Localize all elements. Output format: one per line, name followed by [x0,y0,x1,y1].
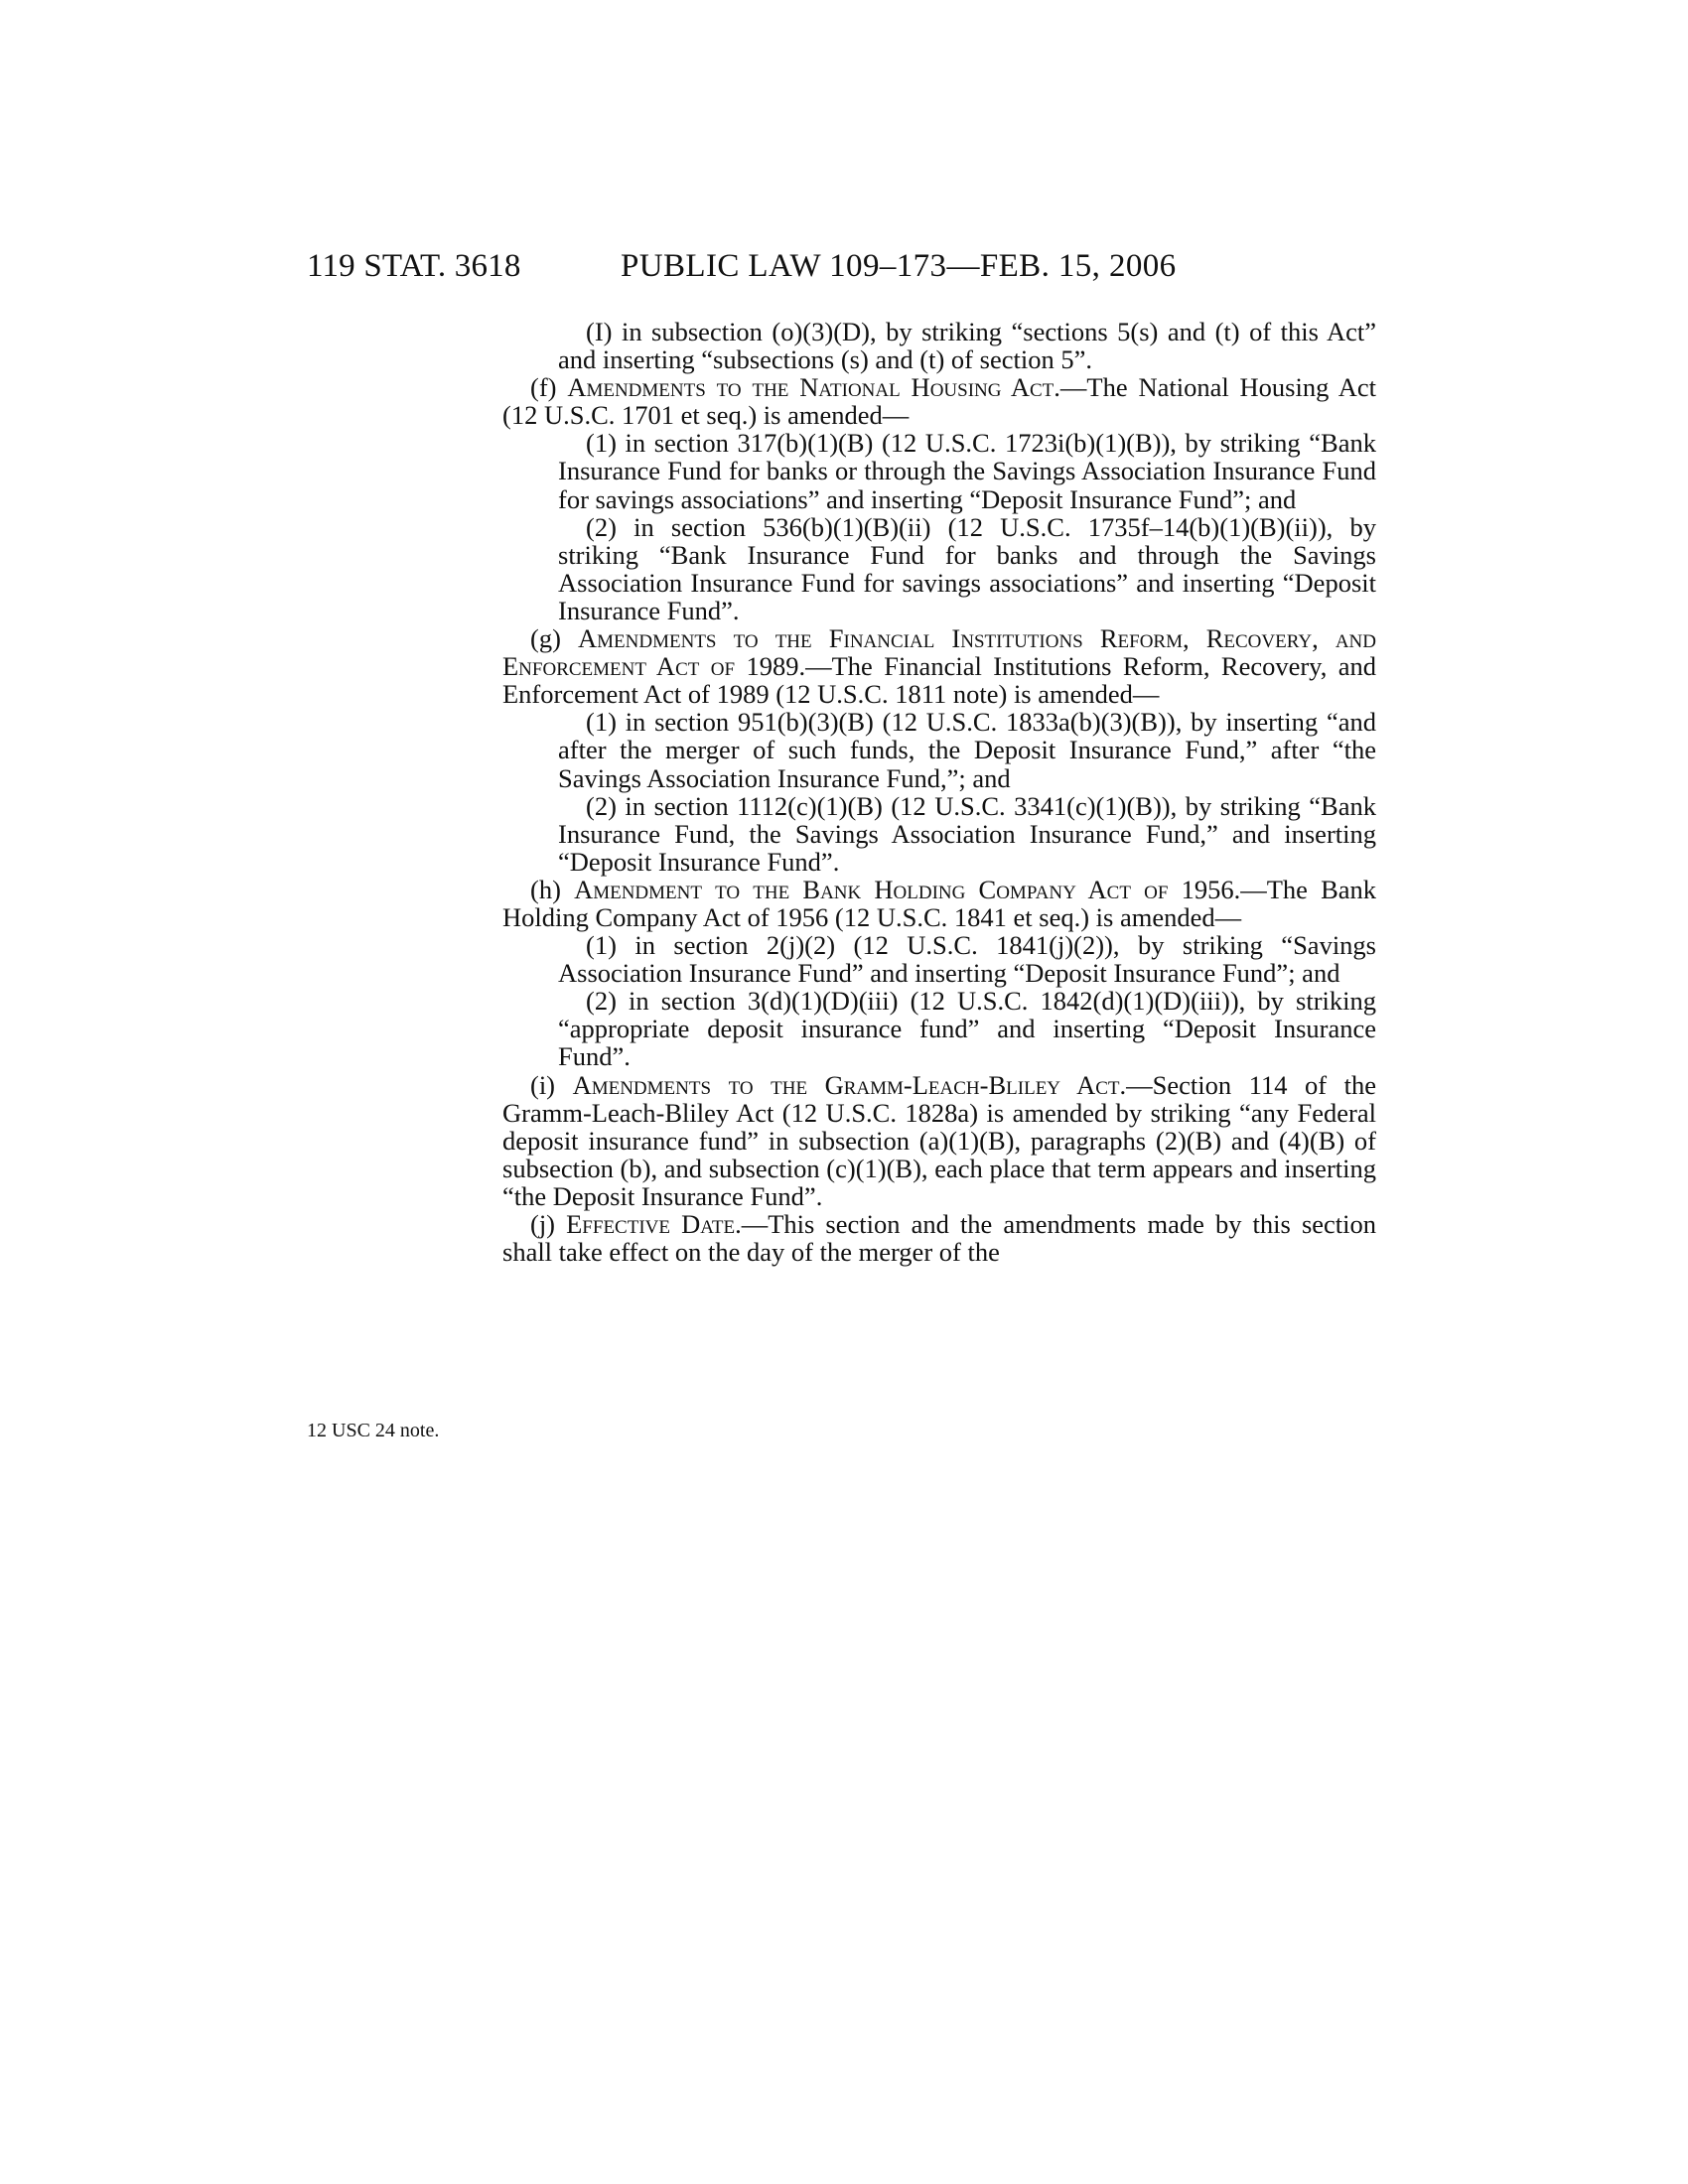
subsection-f [502,373,1376,429]
subsection-h-item-1: (1) in section 2(j)(2) (12 U.S.C. 1841(j)(2)), by striking “Savings Association Insurance Fund” and inserting “Deposit Insurance Fund”; and [558,930,1376,989]
subsection-g-text: .—The Financial Institutions Reform, Recovery, and Enforcement Act of 1989 (12 U.S.C. 1811 note) is amended— [502,651,1377,710]
subsection-h-label: (h) [530,874,575,904]
subsection-f-item-2: (2) in section 536(b)(1)(B)(ii) (12 U.S.C. 1735f–14(b)(1)(B)(ii)), by striking “Bank Insurance Fund for banks and through the Savings Association Insurance Fund for savings associations” and inserting “Deposit Insurance Fund”. [558,511,1376,625]
subsection-h-text: 1956.—The Bank Holding Company Act of 1956 (12 U.S.C. 1841 et seq.) is amended— [502,874,1377,932]
statute-body [502,318,1376,1266]
margin-note: 12 USC 24 note. [307,1420,440,1441]
item-i-roman: (I) in subsection (o)(3)(D), by striking “sections 5(s) and (t) of this Act” and inserting “subsections (s) and (t) of section 5”. [558,317,1376,375]
public-law-title: PUBLIC LAW 109–173—FEB. 15, 2006 [621,248,1177,284]
subsection-f-heading: Amendments to the National Housing Act [567,372,1055,403]
subsection-h [502,876,1376,931]
subsection-g-item-2: (2) in section 1112(c)(1)(B) (12 U.S.C. 3341(c)(1)(B)), by striking “Bank Insurance Fund, the Savings Association Insurance Fund,” and inserting “Deposit Insurance Fund”. [558,790,1376,877]
subsection-i-label: (i) [530,1069,573,1100]
subsection-i-text: .—Section 114 of the Gramm-Leach-Bliley Act (12 U.S.C. 1828a) is amended by striking “any Federal deposit insurance fund” in subsection (a)(1)(B), paragraphs (2)(B) and (4)(B) of subsection (b), and subsection (c)(1)(B), each place that term appears and inserting “the Deposit Insurance Fund”. [502,1069,1377,1211]
subsection-i [502,1071,1376,1210]
subsection-j-label: (j) [530,1209,567,1239]
subsection-j-heading: Effective Date [566,1209,736,1239]
subsection-h-item-2: (2) in section 3(d)(1)(D)(iii) (12 U.S.C. 1842(d)(1)(D)(iii)), by striking “appropriate deposit insurance fund” and inserting “Deposit Insurance Fund”. [558,986,1376,1072]
subsection-f-label: (f) [530,372,568,403]
subsection-g-heading: Amendments to the Financial Institutions Reform, Recovery, and Enforcement Act of 1989 [502,623,1376,682]
subsection-f-item-1: (1) in section 317(b)(1)(B) (12 U.S.C. 1723i(b)(1)(B)), by striking “Bank Insurance Fund for banks or through the Savings Association Insurance Fund for savings associations” and inserting “Deposit Insurance Fund”; and [558,428,1376,514]
subsection-h-heading: Amendment to the Bank Holding Company Act of [574,874,1169,904]
subsection-j-text: .—This section and the amendments made by this section shall take effect on the day of the merger of the [502,1209,1377,1268]
stat-page-number: 119 STAT. 3618 [307,248,521,284]
subsection-f-text: .—The National Housing Act (12 U.S.C. 1701 et seq.) is amended— [502,372,1377,431]
subsection-g-label: (g) [530,623,579,654]
subsection-j [502,1210,1376,1266]
subsection-i-heading: Amendments to the Gramm-Leach-Bliley Act [572,1069,1120,1100]
subsection-g-item-1: (1) in section 951(b)(3)(B) (12 U.S.C. 1833a(b)(3)(B)), by inserting “and after the merger of such funds, the Deposit Insurance Fund,” after “the Savings Association Insurance Fund,”; and [558,707,1376,793]
subsection-g [502,624,1376,708]
page-header [0,248,1688,292]
